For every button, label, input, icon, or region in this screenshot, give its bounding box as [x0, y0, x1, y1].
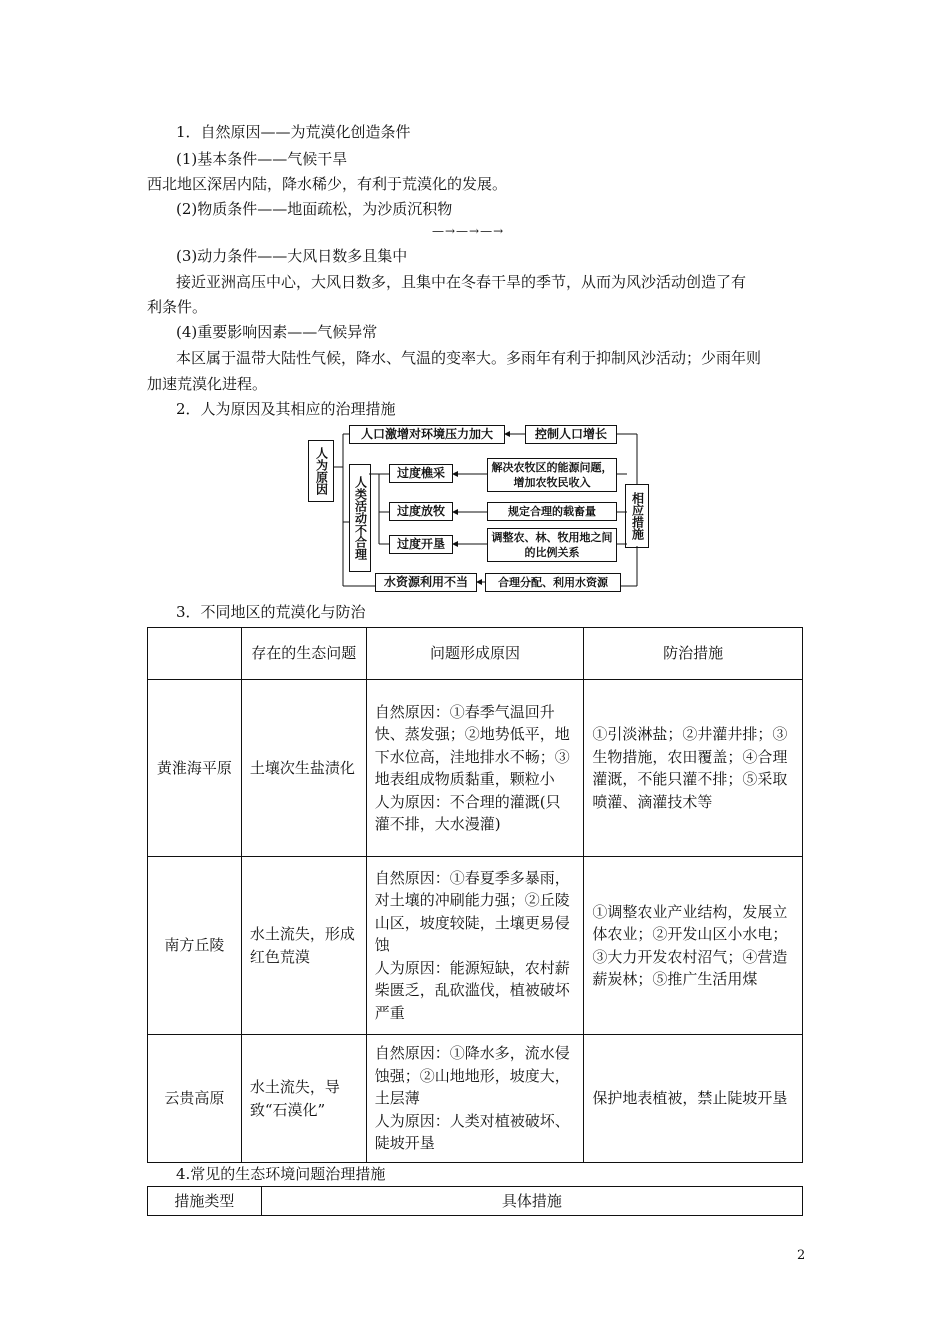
table-row [148, 1035, 803, 1163]
measure-cell: ①调整农业产业结构，发展立体农业；②开发山区小水电；③大力开发农村沼气；④营造薪炭林；⑤推广生活用煤 [584, 857, 803, 1035]
over-cutting-box: 过度樵采 [389, 464, 453, 483]
arrow-chain: —→—→—→ [432, 224, 505, 238]
improper-activity-box: 人类活动不合理 [349, 464, 371, 572]
water-misuse-box: 水资源利用不当 [375, 573, 477, 592]
power-condition-text-1: 接近亚洲高压中心，大风日数多，且集中在冬春干旱的季节，从而为风沙活动创造了有 [176, 273, 747, 291]
header-blank [148, 628, 242, 680]
measure-cell: 保护地表植被，禁止陡坡开垦 [584, 1035, 803, 1163]
header-cause: 问题形成原因 [366, 628, 584, 680]
page-number: 2 [797, 1248, 806, 1263]
cause-measure-diagram [305, 422, 650, 597]
factor-text-1: 本区属于温带大陆性气候，降水、气温的变率大。多雨年有利于抑制风沙活动；少雨年则 [176, 349, 762, 367]
measures-header-row [148, 1187, 803, 1216]
header-issue: 存在的生态问题 [241, 628, 366, 680]
land-ratio-box: 调整农、林、牧用地之间的比例关系 [487, 528, 617, 562]
issue-cell: 土壤次生盐渍化 [241, 680, 366, 857]
table-row [148, 857, 803, 1035]
measures-box: 相应措施 [625, 484, 649, 548]
population-pressure-box: 人口激增对环境压力加大 [349, 425, 505, 444]
header-measure: 防治措施 [584, 628, 803, 680]
over-grazing-box: 过度放牧 [389, 502, 453, 521]
issue-cell: 水土流失，形成红色荒漠 [241, 857, 366, 1035]
issue-cell: 水土流失，导致“石漠化” [241, 1035, 366, 1163]
section-3-title: 3．不同地区的荒漠化与防治 [176, 603, 366, 621]
header-specific-measures: 具体措施 [261, 1187, 802, 1216]
factor-condition: (4)重要影响因素——气候异常 [176, 323, 378, 341]
section-1-title: 1．自然原因——为荒漠化创造条件 [176, 123, 411, 141]
energy-solution-box: 解决农牧区的能源问题，增加农牧民收入 [487, 458, 617, 492]
regional-desertification-table [147, 627, 803, 1163]
human-cause-box: 人为原因 [308, 440, 334, 502]
table-header-row [148, 628, 803, 680]
basic-condition-text: 西北地区深居内陆，降水稀少，有利于荒漠化的发展。 [147, 175, 508, 193]
basic-condition: (1)基本条件——气候干旱 [176, 150, 348, 168]
measures-table [147, 1186, 803, 1216]
factor-text-2: 加速荒漠化进程。 [147, 375, 268, 393]
cause-cell: 自然原因：①春夏季多暴雨，对土壤的冲刷能力强；②丘陵山区，坡度较陡，土壤更易侵蚀 人为原因：能源短缺，农村薪柴匮乏，乱砍滥伐，植被破坏严重 [366, 857, 584, 1035]
cause-cell: 自然原因：①春季气温回升快、蒸发强；②地势低平，地下水位高，洼地排水不畅；③地表组成物质黏重，颗粒小 人为原因：不合理的灌溉(只灌不排，大水漫灌) [366, 680, 584, 857]
power-condition-text-2: 利条件。 [147, 298, 208, 316]
over-reclamation-box: 过度开垦 [389, 535, 453, 554]
region-cell: 云贵高原 [148, 1035, 242, 1163]
region-cell: 黄淮海平原 [148, 680, 242, 857]
measure-cell: ①引淡淋盐；②井灌井排；③生物措施，农田覆盖；④合理灌溉，不能只灌不排；⑤采取喷灌、滴灌技术等 [584, 680, 803, 857]
material-condition: (2)物质条件——地面疏松，为沙质沉积物 [176, 200, 453, 218]
cause-cell: 自然原因：①降水多，流水侵蚀强；②山地地形，坡度大，土层薄 人为原因：人类对植被破坏、陡坡开垦 [366, 1035, 584, 1163]
table-row [148, 680, 803, 857]
header-measure-type: 措施类型 [148, 1187, 262, 1216]
stocking-rate-box: 规定合理的载畜量 [487, 502, 617, 521]
region-cell: 南方丘陵 [148, 857, 242, 1035]
water-allocation-box: 合理分配、利用水资源 [485, 573, 621, 592]
section-4-title: 4.常见的生态环境问题治理措施 [176, 1165, 386, 1183]
power-condition: (3)动力条件——大风日数多且集中 [176, 247, 408, 265]
section-2-title: 2．人为原因及其相应的治理措施 [176, 400, 396, 418]
control-population-box: 控制人口增长 [525, 425, 617, 444]
